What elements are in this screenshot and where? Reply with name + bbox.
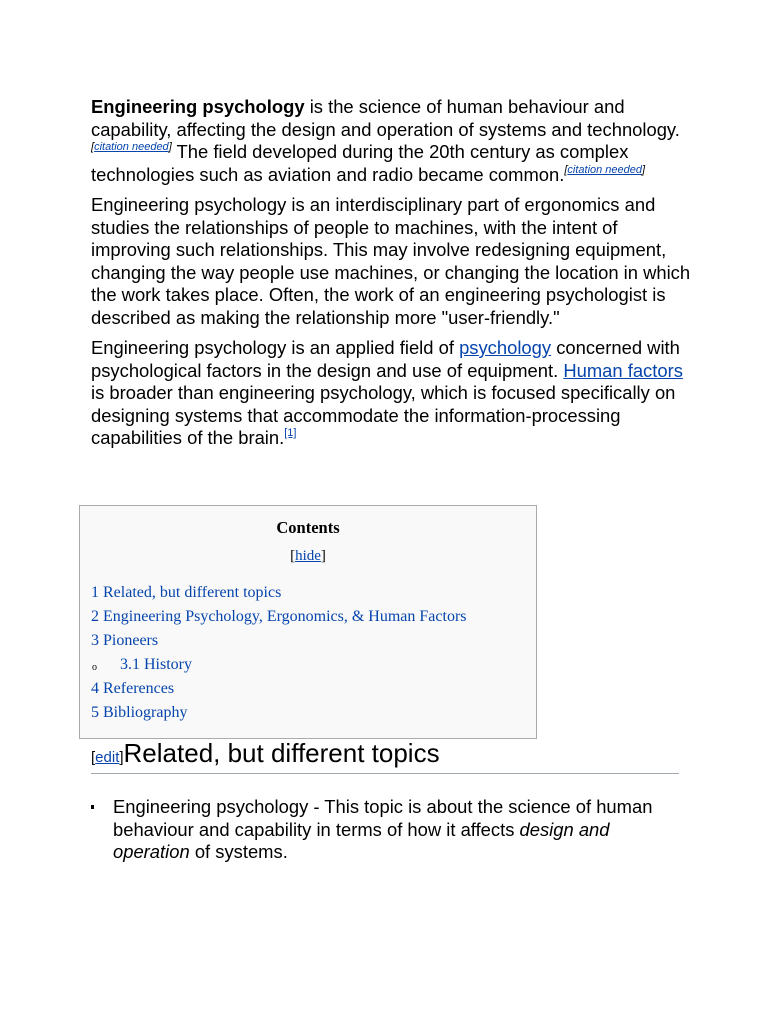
article-body [91, 96, 691, 458]
toc-item-references[interactable]: 4 References [91, 680, 175, 697]
table-of-contents [79, 505, 537, 739]
toc-list [80, 581, 536, 725]
square-bullet-icon [91, 805, 94, 809]
list-item-text: Engineering psychology - This topic is about the science of human behaviour and capability in terms of how it affects [113, 796, 653, 840]
edit-section-link[interactable]: edit [95, 749, 120, 766]
toc-item-bibliography[interactable]: 5 Bibliography [91, 704, 188, 721]
reference-link[interactable]: [1] [284, 427, 297, 439]
topics-list [91, 796, 681, 864]
edit-section: [edit] [91, 749, 124, 766]
citation-needed-link[interactable]: citation needed [567, 163, 643, 176]
reference-1 [284, 427, 296, 439]
intro-text: The field developed during the 20th century as complex technologies such as aviation and radio became common. [91, 141, 629, 185]
toc-item-history[interactable] [91, 653, 536, 677]
toc-title: Contents [276, 518, 340, 537]
psychology-link[interactable]: psychology [459, 337, 552, 358]
list-item-text: of systems. [189, 841, 288, 862]
intro-text: concerned with psychological factors in the design and use of equipment. [91, 337, 680, 381]
toc-hide-link[interactable]: hide [295, 548, 321, 564]
toc-item-engineering-psychology[interactable]: 2 Engineering Psychology, Ergonomics, & Human Factors [91, 608, 467, 625]
toc-hide-toggle: [hide] [290, 548, 326, 564]
intro-text: is the science of human behaviour and capability, affecting the design and operation of systems and technology. [91, 96, 680, 140]
toc-item-related-topics[interactable]: 1 Related, but different topics [91, 584, 282, 601]
bullet-icon: o [92, 662, 97, 673]
toc-item-pioneers[interactable]: 3 Pioneers [91, 632, 159, 649]
toc-item-label: 3.1 History [120, 656, 192, 673]
intro-paragraph-2: Engineering psychology is an interdisciplinary part of ergonomics and studies the relationships of people to machines, with the intent of improving such relationships. This may involve redesigning equipment, changing the way people use machines, or changing the location in which the work takes place. Often, the work of an engineering psychologist is described as making the relationship more "user-friendly." [91, 194, 691, 328]
article-subject: Engineering psychology [91, 96, 305, 117]
citation-needed-2: [citation needed] [564, 163, 646, 176]
citation-needed-link[interactable]: citation needed [94, 141, 169, 153]
intro-text: is broader than engineering psychology, which is focused specifically on designing systems that accommodate the information-processing capabilities of the brain. [91, 382, 676, 448]
list-item-emphasis: design and operation [113, 818, 610, 862]
human-factors-link[interactable]: Human factors [563, 359, 683, 381]
intro-paragraph-1 [91, 96, 691, 186]
citation-needed-1: [citation needed] [91, 141, 172, 153]
section-title: Related, but different topics [123, 738, 440, 768]
intro-text: Engineering psychology is an applied field of [91, 337, 460, 358]
intro-paragraph-3 [91, 337, 691, 450]
section-heading [91, 738, 679, 774]
list-item [91, 796, 681, 864]
